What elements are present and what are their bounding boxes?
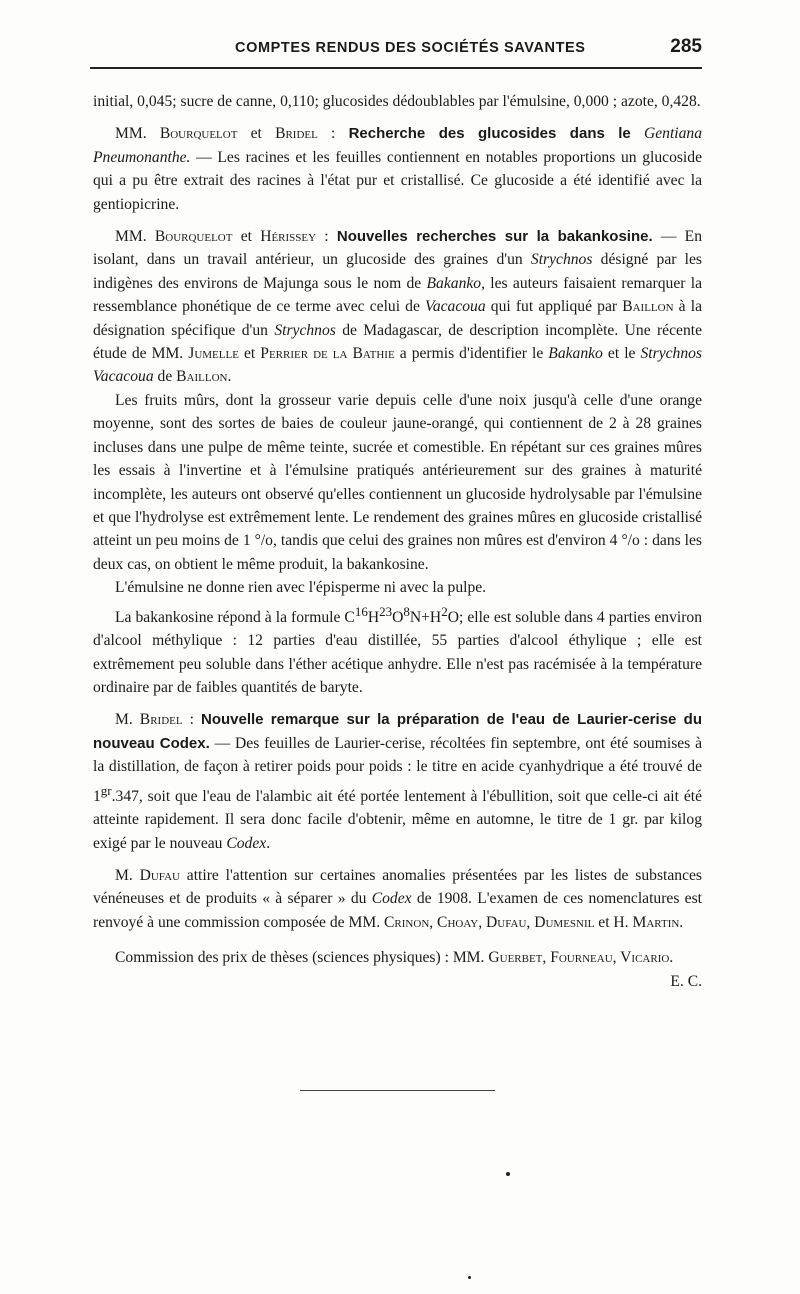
paragraph-dufau [93,864,702,934]
author-name: Bourquelot [159,125,238,143]
page-number: 285 [670,36,702,57]
print-speck [468,1276,471,1279]
body-text [93,90,702,993]
formula-superscript: 8 [403,603,410,619]
text-span: de Madagascar, de description incomplète. Une récente étude de MM. [93,321,702,363]
text-span: : [316,228,337,246]
species-name: Gentiana Pneumonanthe. [93,125,702,166]
text-span: La bakankosine répond à la formule C [115,608,355,626]
running-header [90,34,702,64]
text-span: M. [115,711,140,729]
paragraph-continuation: initial, 0,045; sucre de canne, 0,110; glucosides dédoublables par l'émulsine, 0,000 ; azote, 0,428. [93,93,701,110]
text-span: et [232,228,261,246]
text-span: désigné par les indigènes des environs de Majunga sous le nom de [93,251,703,292]
italic-term: Codex [226,834,267,852]
author-name: Hérissey [260,228,317,246]
header-rule [90,67,702,69]
paragraph-bakankosine [93,225,702,389]
paragraph-laurier-cerise [93,708,702,855]
text-span: les auteurs faisaient remarquer la ressemblance phonétique de ce terme avec celui de [93,274,702,316]
author-name: Bridel [139,711,183,729]
text-span: et le [602,345,641,363]
text-span: et [237,125,276,143]
section-heading: Recherche des glucosides dans le [348,125,631,143]
author-name: Martin [632,913,680,931]
text-span: : [182,711,201,729]
paragraph-formula [93,600,702,700]
text-span: et H. [594,913,633,931]
text-span: a permis d'identifier le [394,345,549,363]
text-span: et [238,345,261,363]
text-span: . [227,368,232,386]
author-name: Baillon [622,298,674,316]
text-span: N+H [409,608,442,626]
authors-prefix: MM. [115,125,160,143]
unit-superscript: gr [100,782,112,798]
text-span: — Les racines et les feuilles contiennent en notables proportions un glucoside qui a pu être extrait des racines à l'état pur et cristallisé. Ce glucoside a été identifié avec la gentiopicrine. [93,148,702,213]
print-speck [506,1172,510,1176]
text-span: qui fut appliqué par [485,298,623,316]
footer-rule [300,1090,495,1091]
text-span: : [317,125,349,143]
formula-superscript: 2 [441,603,448,619]
species-name: Strychnos [530,251,593,269]
text-span: M. [115,866,140,884]
text-span: O; elle est soluble dans 4 parties environ d'alcool méthylique : 12 parties d'eau distillée, 55 parties d'alcool éthylique ; elle est extrêmement peu soluble dans l'éther acétique anhydre. Elle n'est pas racémisée à la température ordinaire par de faibles quantités de baryte. [93,608,702,696]
author-name: Bridel [275,125,318,143]
author-name: Guerbet, Fourneau, Vicario [488,949,670,967]
authors-prefix: MM. [115,228,155,246]
paragraph-fruits: Les fruits mûrs, dont la grosseur varie depuis celle d'une noix jusqu'à celle d'une orange moyenne, sont des sortes de baies de couleur jaune-orangé, qui contiennent de 2 à 28 graines incluses dans une pulpe de même teinte, sucrée et comestible. En répétant sur ces graines mûres les essais à l'invertine et à l'émulsine pratiqués antérieurement sur des graines à maturité incomplète, les auteurs ont observé qu'elles contiennent un glucoside hydrolysable par l'émulsine et que l'hydrolyse est extrêmement lente. Le rendement des graines mûres en glucoside cristallisé atteint un peu moins de 1 °/o, tandis que celui des graines non mûres est d'environ 4 °/o : dans les deux cas, on obtient le même produit, la bakankosine. [93,391,702,573]
species-name: Bakanko, [426,274,485,292]
formula-superscript: 23 [379,603,393,619]
text-span: de 1908. L'examen de ces nomenclatures est renvoyé à une commission composée de MM. [93,890,703,931]
species-name: Vacacoua [425,298,486,316]
paragraph-emulsine: L'émulsine ne donne rien avec l'épisperme ni avec la pulpe. [115,579,487,597]
text-span: à la désignation spécifique d'un [93,298,702,339]
italic-term: Codex [371,890,412,908]
text-span: O [392,608,404,626]
author-name: Perrier de la Bathie [260,345,395,363]
text-span: de [153,368,177,386]
formula-superscript: 16 [354,603,368,619]
text-span: — Des feuilles de Laurier-cerise, récoltées fin septembre, ont été soumises à la distillation, de façon à retirer poids pour poids : le titre en acide cyanhydrique a été trouvé de 1 [93,734,702,805]
species-name: Strychnos [274,321,336,339]
paragraph-bourquelot-bridel [93,122,702,216]
text-span: . [266,834,271,852]
text-span: .347, soit que l'eau de l'alambic ait été portée lentement à l'ébullition, soit que celle-ci ait été atteinte rapidement. Il sera donc facile d'obtenir, même en automne, le titre de 1 gr. par kilog exigé par le nouveau [93,787,702,852]
text-span: . [669,949,674,967]
author-name: Jumelle [188,345,239,363]
species-name: Bakanko [548,345,603,363]
paragraph-commission [93,946,702,990]
signature: E. C. [670,972,702,990]
section-heading: Nouvelles recherches sur la bakankosine. [336,228,653,246]
author-name: Crinon, Choay, Dufau, Dumesnil [384,913,595,931]
author-name: Baillon [176,368,228,386]
section-heading: Nouvelle remarque sur la préparation de l'eau de Laurier-cerise du nouveau Codex. [93,711,702,752]
text-span: . [679,913,684,931]
text-span: H [367,608,380,626]
running-title: COMPTES RENDUS DES SOCIÉTÉS SAVANTES [235,40,586,56]
species-name: Strychnos Vacacoua [93,345,702,386]
author-name: Dufau [139,866,180,884]
author-name: Bourquelot [154,228,233,246]
text-span: attire l'attention sur certaines anomalies présentées par les listes de substances vénéneuses et de produits « à séparer » du [93,866,702,908]
text-span: — En isolant, dans un travail antérieur, un glucoside des graines d'un [93,228,702,269]
text-span: Commission des prix de thèses (sciences physiques) : MM. [115,949,489,967]
